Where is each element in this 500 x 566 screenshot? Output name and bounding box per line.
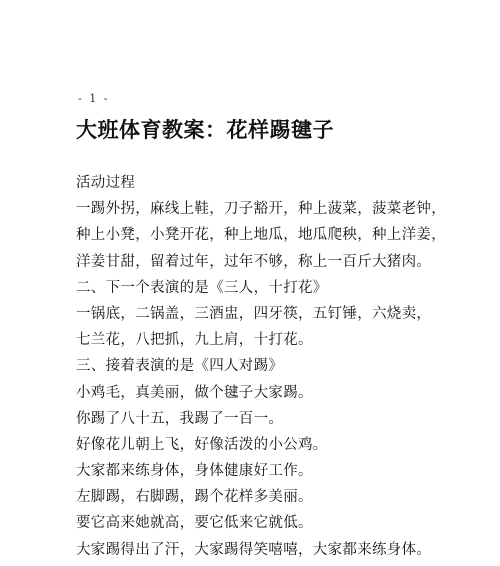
rhyme-line: 一踢外拐，麻线上鞋，刀子豁开，种上菠菜，菠菜老钟，: [76, 201, 446, 218]
rhyme-line: 好像花儿朝上飞，好像活泼的小公鸡。: [76, 436, 328, 453]
rhyme-line: 左脚踢，右脚踢，踢个花样多美丽。: [76, 489, 313, 506]
document-title: 大班体育教案：花样踢毽子: [76, 118, 334, 142]
rhyme-line: 种上小凳，小凳开花，种上地瓜，地瓜爬秧，种上洋姜，: [76, 227, 446, 244]
document-body: [76, 170, 456, 563]
section-heading-activity-process: 活动过程: [76, 175, 136, 191]
rhyme-line: 你踢了八十五，我踢了一百一。: [76, 410, 284, 427]
rhyme-line: 大家都来练身体，身体健康好工作。: [76, 463, 313, 480]
rhyme-line: 洋姜甘甜，留着过年，过年不够，称上一百斤大猪肉。: [76, 253, 432, 270]
section-heading-two: 二、下一个表演的是《三人，十打花》: [76, 279, 328, 296]
rhyme-line: 小鸡毛，真美丽，做个毽子大家踢。: [76, 384, 313, 401]
rhyme-line: 要它高来她就高，要它低来它就低。: [76, 515, 313, 532]
rhyme-line: 七兰花，八把抓，九上肩，十打花。: [76, 332, 313, 349]
rhyme-line: 一锅底，二锅盖，三酒盅，四牙筷，五钉锤，六烧卖，: [76, 305, 432, 322]
page-number: - 1 -: [78, 92, 110, 105]
section-heading-three: 三、接着表演的是《四人对踢》: [76, 358, 284, 375]
rhyme-line: 大家踢得出了汗，大家踢得笑嘻嘻，大家都来练身体。: [76, 541, 432, 558]
